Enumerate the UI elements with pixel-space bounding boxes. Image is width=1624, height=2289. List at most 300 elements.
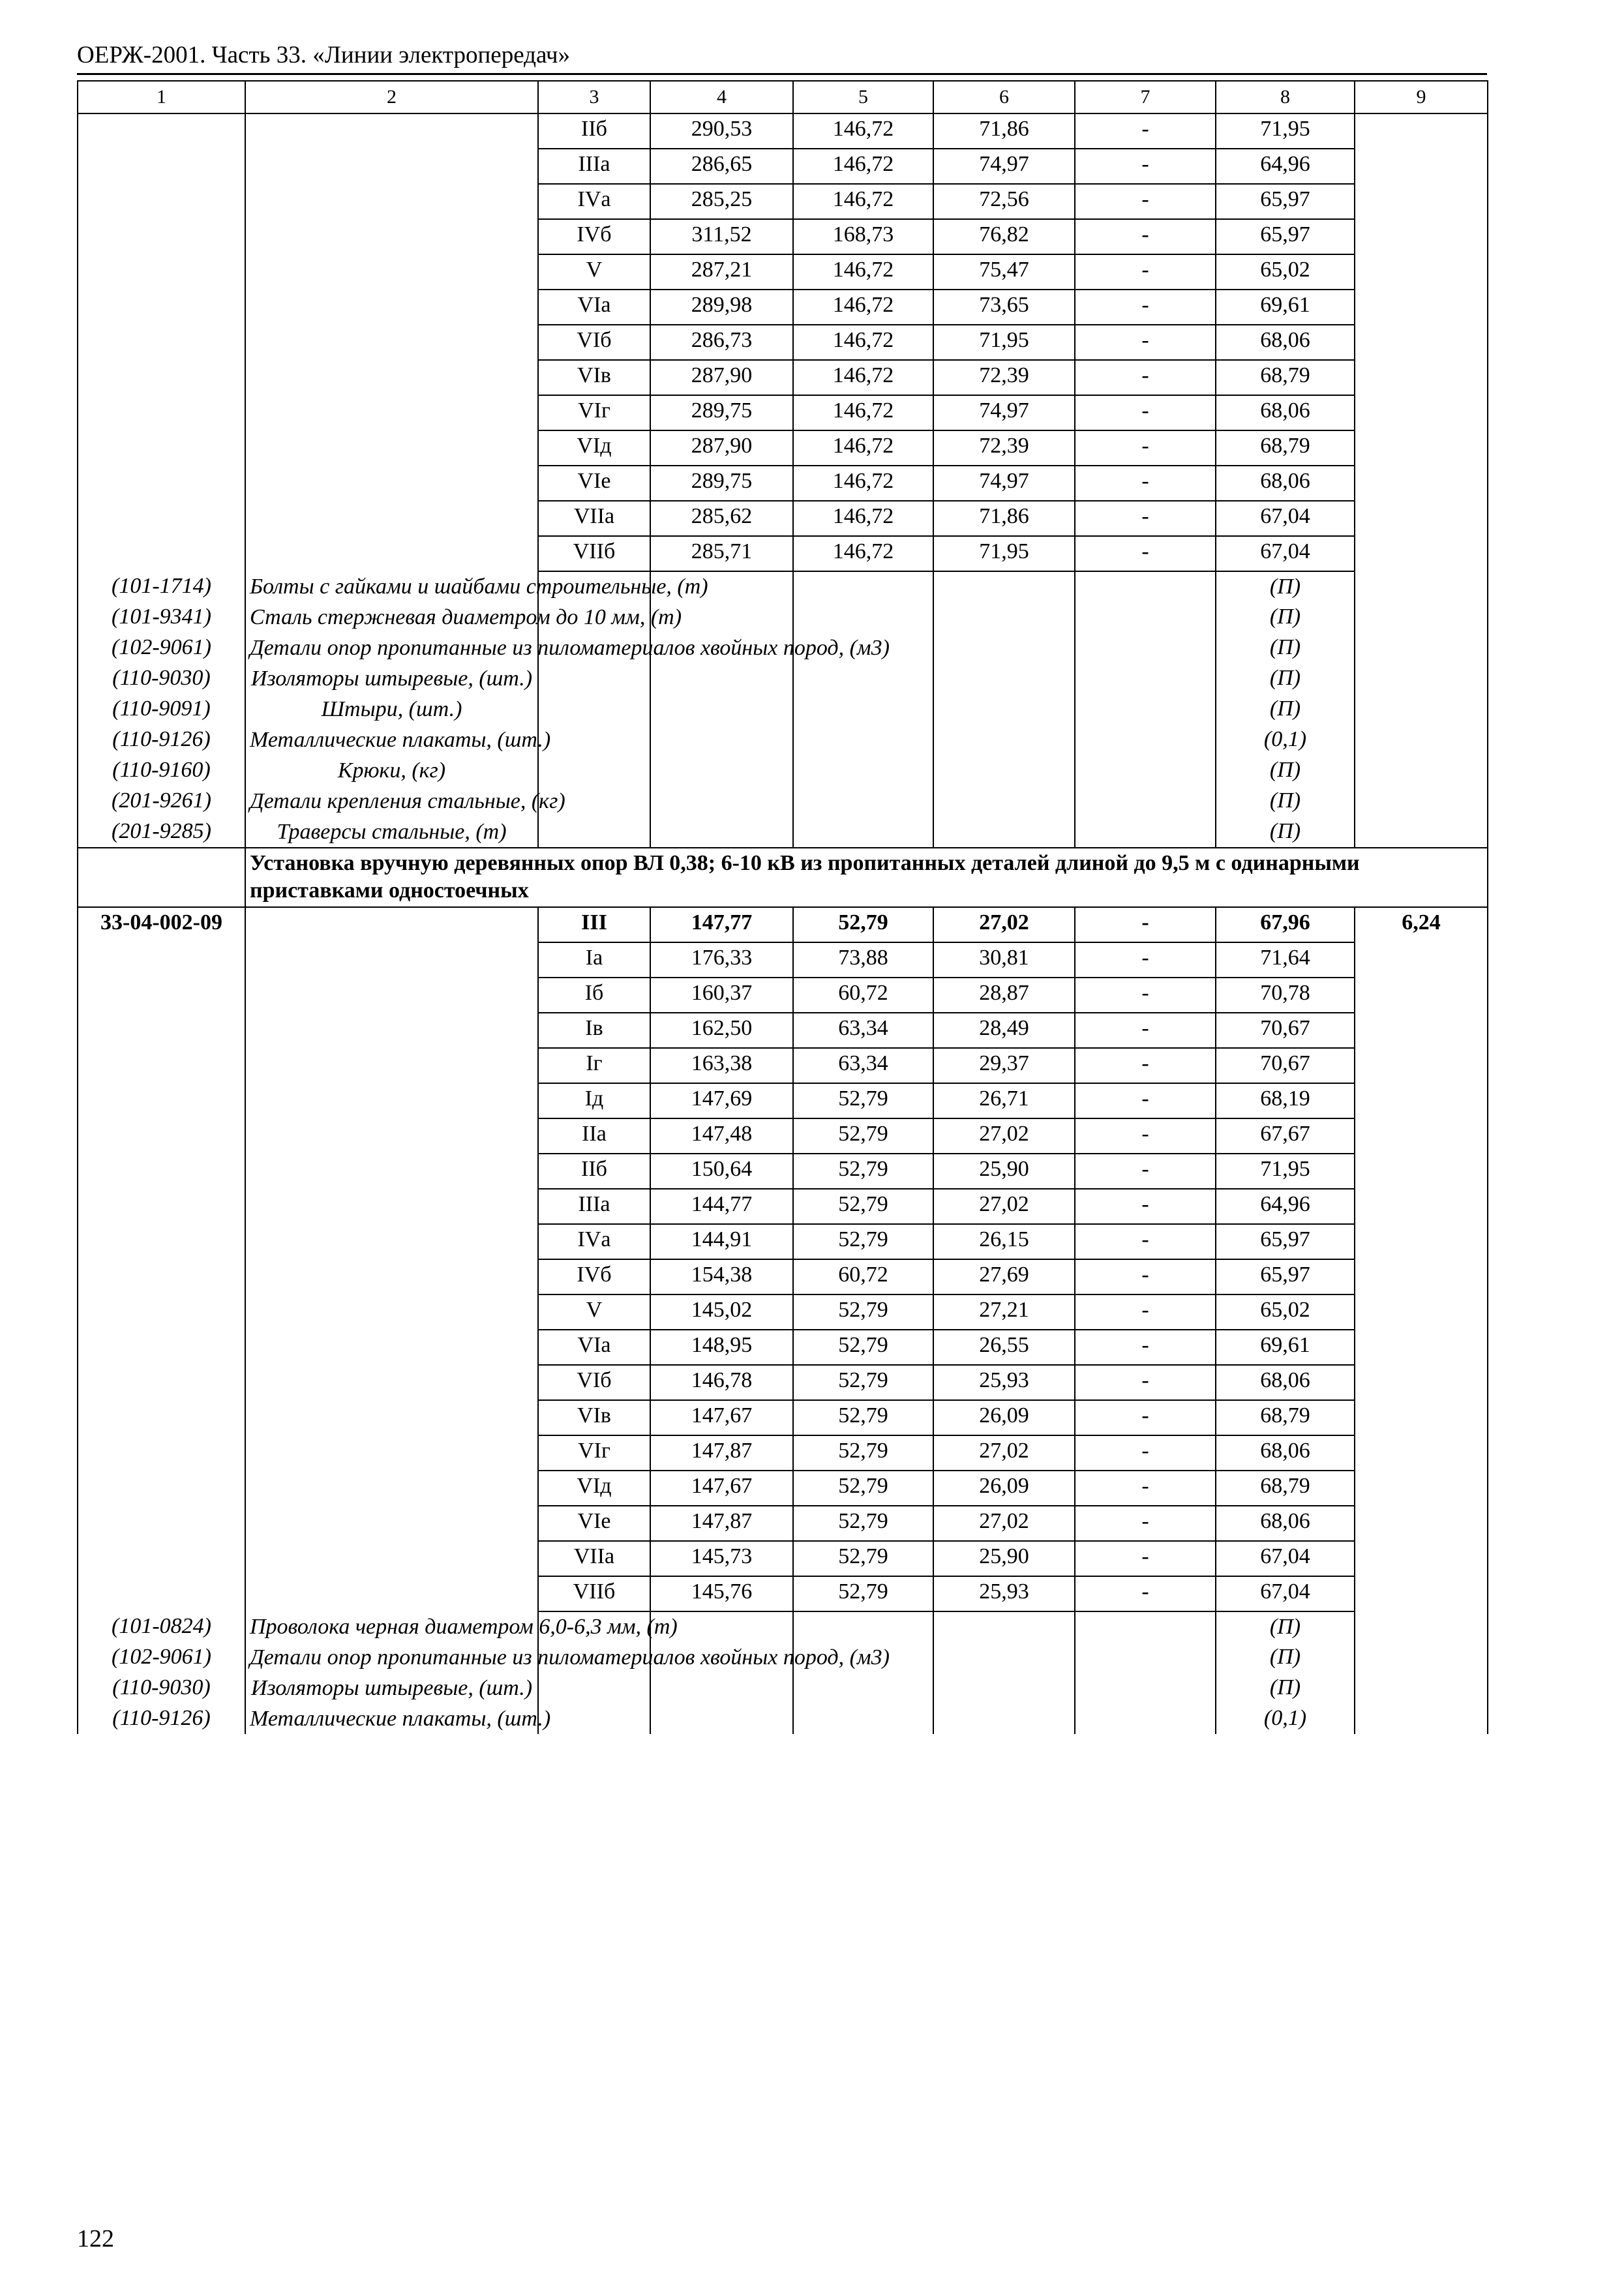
empty-cell bbox=[1355, 113, 1488, 149]
labor-cost: 146,72 bbox=[793, 360, 933, 395]
resource-quantity: (П) bbox=[1216, 786, 1355, 816]
empty-cell bbox=[245, 325, 538, 360]
zone-row bbox=[78, 942, 1488, 978]
zone-label: VIг bbox=[538, 1435, 650, 1471]
empty-cell bbox=[245, 290, 538, 325]
empty-cell bbox=[245, 1330, 538, 1365]
machine-cost: 71,86 bbox=[933, 501, 1075, 536]
zone-label: IVб bbox=[538, 1259, 650, 1294]
empty-cell bbox=[78, 219, 245, 254]
labor-cost: 52,79 bbox=[793, 1189, 933, 1224]
page-number: 122 bbox=[77, 2225, 114, 2252]
materials-cost: - bbox=[1075, 184, 1216, 219]
resource-name: Изоляторы штыревые, (шт.) bbox=[245, 663, 538, 694]
empty-cell bbox=[78, 1471, 245, 1506]
zone-row bbox=[78, 1294, 1488, 1330]
resource-code: (102-9061) bbox=[78, 633, 245, 663]
empty-cell bbox=[1355, 254, 1488, 290]
empty-cell bbox=[1355, 1471, 1488, 1506]
empty-cell bbox=[1355, 1259, 1488, 1294]
total-cost: 160,37 bbox=[650, 978, 793, 1013]
zone-label: VIа bbox=[538, 290, 650, 325]
zone-row bbox=[78, 1365, 1488, 1400]
machine-cost: 30,81 bbox=[933, 942, 1075, 978]
machine-cost: 72,56 bbox=[933, 184, 1075, 219]
zone-label: VIIа bbox=[538, 1541, 650, 1576]
empty-cell bbox=[78, 325, 245, 360]
empty-cell bbox=[78, 1330, 245, 1365]
labor-cost: 146,72 bbox=[793, 254, 933, 290]
empty-cell bbox=[650, 694, 793, 725]
ratio-value: 68,06 bbox=[1216, 325, 1355, 360]
resource-quantity: (П) bbox=[1216, 755, 1355, 786]
zone-row bbox=[78, 1506, 1488, 1541]
machine-cost: 72,39 bbox=[933, 360, 1075, 395]
materials-cost: - bbox=[1075, 113, 1216, 149]
empty-cell bbox=[1355, 290, 1488, 325]
empty-cell bbox=[650, 816, 793, 848]
ratio-value: 67,04 bbox=[1216, 501, 1355, 536]
ratio-value: 64,96 bbox=[1216, 149, 1355, 184]
empty-cell bbox=[78, 1259, 245, 1294]
materials-cost: - bbox=[1075, 978, 1216, 1013]
materials-cost: - bbox=[1075, 1471, 1216, 1506]
empty-cell bbox=[245, 942, 538, 978]
zone-label: IVб bbox=[538, 219, 650, 254]
zone-label: IVа bbox=[538, 184, 650, 219]
resource-row bbox=[78, 663, 1488, 694]
empty-cell bbox=[1355, 1703, 1488, 1734]
machine-cost: 26,15 bbox=[933, 1224, 1075, 1259]
materials-cost: - bbox=[1075, 149, 1216, 184]
empty-cell bbox=[1355, 755, 1488, 786]
ratio-value: 68,06 bbox=[1216, 1506, 1355, 1541]
resource-name: Детали опор пропитанные из пиломатериалов хвойных пород, (м3) bbox=[245, 1642, 538, 1673]
empty-cell bbox=[1355, 571, 1488, 602]
zone-label: Iд bbox=[538, 1083, 650, 1118]
resource-quantity: (П) bbox=[1216, 1611, 1355, 1642]
zone-row bbox=[78, 1013, 1488, 1048]
machine-cost: 71,95 bbox=[933, 536, 1075, 571]
zone-label: VIIа bbox=[538, 501, 650, 536]
ratio-value: 70,78 bbox=[1216, 978, 1355, 1013]
resource-row bbox=[78, 1611, 1488, 1642]
empty-cell bbox=[78, 1224, 245, 1259]
zone-label: IIIа bbox=[538, 1189, 650, 1224]
total-cost: 150,64 bbox=[650, 1154, 793, 1189]
empty-cell bbox=[1355, 1224, 1488, 1259]
labor-cost: 146,72 bbox=[793, 501, 933, 536]
resource-code: (101-0824) bbox=[78, 1611, 245, 1642]
machine-cost: 25,90 bbox=[933, 1154, 1075, 1189]
zone-row bbox=[78, 1471, 1488, 1506]
labor-cost: 146,72 bbox=[793, 149, 933, 184]
empty-cell bbox=[245, 1224, 538, 1259]
resource-quantity: (П) bbox=[1216, 1642, 1355, 1673]
empty-cell bbox=[78, 1435, 245, 1471]
resource-quantity: (0,1) bbox=[1216, 725, 1355, 755]
empty-cell bbox=[650, 1703, 793, 1734]
zone-row bbox=[78, 978, 1488, 1013]
materials-cost: - bbox=[1075, 1506, 1216, 1541]
empty-cell bbox=[245, 219, 538, 254]
materials-cost: - bbox=[1075, 1541, 1216, 1576]
column-number: 6 bbox=[933, 81, 1075, 113]
zone-label: IIа bbox=[538, 1118, 650, 1154]
empty-cell bbox=[793, 602, 933, 633]
empty-cell bbox=[933, 663, 1075, 694]
empty-cell bbox=[1355, 501, 1488, 536]
empty-cell bbox=[1355, 1083, 1488, 1118]
resource-row bbox=[78, 694, 1488, 725]
empty-cell bbox=[1355, 1642, 1488, 1673]
total-cost: 145,76 bbox=[650, 1576, 793, 1611]
empty-cell bbox=[793, 816, 933, 848]
ratio-value: 65,02 bbox=[1216, 254, 1355, 290]
empty-cell bbox=[1075, 816, 1216, 848]
labor-cost: 52,79 bbox=[793, 1541, 933, 1576]
zone-row bbox=[78, 466, 1488, 501]
empty-cell bbox=[78, 848, 245, 907]
labor-cost: 146,72 bbox=[793, 290, 933, 325]
empty-cell bbox=[933, 755, 1075, 786]
empty-cell bbox=[245, 1365, 538, 1400]
machine-cost: 25,93 bbox=[933, 1576, 1075, 1611]
empty-cell bbox=[1075, 725, 1216, 755]
zone-row bbox=[78, 1048, 1488, 1083]
ratio-value: 67,04 bbox=[1216, 1541, 1355, 1576]
materials-cost: - bbox=[1075, 1259, 1216, 1294]
ratio-value: 68,06 bbox=[1216, 1365, 1355, 1400]
resource-code: (110-9030) bbox=[78, 663, 245, 694]
resource-row bbox=[78, 816, 1488, 848]
total-cost: 154,38 bbox=[650, 1259, 793, 1294]
ratio-value: 71,95 bbox=[1216, 113, 1355, 149]
machine-cost: 27,21 bbox=[933, 1294, 1075, 1330]
zone-label: VIг bbox=[538, 395, 650, 430]
empty-cell bbox=[933, 571, 1075, 602]
empty-cell bbox=[78, 1189, 245, 1224]
resource-name: Металлические плакаты, (шт.) bbox=[245, 1703, 538, 1734]
labor-cost: 52,79 bbox=[793, 1576, 933, 1611]
materials-cost: - bbox=[1075, 942, 1216, 978]
ratio-value: 67,04 bbox=[1216, 1576, 1355, 1611]
ratio-value: 70,67 bbox=[1216, 1013, 1355, 1048]
empty-cell bbox=[1355, 1013, 1488, 1048]
materials-cost: - bbox=[1075, 360, 1216, 395]
resource-name: Проволока черная диаметром 6,0-6,3 мм, (т) bbox=[245, 1611, 538, 1642]
materials-cost: - bbox=[1075, 907, 1216, 942]
empty-cell bbox=[793, 571, 933, 602]
empty-cell bbox=[1075, 1611, 1216, 1642]
ratio-value: 68,79 bbox=[1216, 1471, 1355, 1506]
ratio-value: 68,19 bbox=[1216, 1083, 1355, 1118]
empty-cell bbox=[933, 816, 1075, 848]
zone-row bbox=[78, 1189, 1488, 1224]
column-number: 8 bbox=[1216, 81, 1355, 113]
empty-cell bbox=[245, 1083, 538, 1118]
empty-cell bbox=[245, 1541, 538, 1576]
resource-quantity: (П) bbox=[1216, 663, 1355, 694]
total-cost: 285,25 bbox=[650, 184, 793, 219]
resource-code: (201-9261) bbox=[78, 786, 245, 816]
empty-cell bbox=[1355, 1541, 1488, 1576]
empty-cell bbox=[1355, 1330, 1488, 1365]
total-cost: 287,90 bbox=[650, 360, 793, 395]
empty-cell bbox=[78, 1365, 245, 1400]
machine-cost: 29,37 bbox=[933, 1048, 1075, 1083]
materials-cost: - bbox=[1075, 1083, 1216, 1118]
empty-cell bbox=[78, 290, 245, 325]
labor-cost: 146,72 bbox=[793, 536, 933, 571]
resource-row bbox=[78, 755, 1488, 786]
labor-cost: 63,34 bbox=[793, 1048, 933, 1083]
resource-row bbox=[78, 633, 1488, 663]
total-cost: 147,67 bbox=[650, 1471, 793, 1506]
empty-cell bbox=[1355, 1048, 1488, 1083]
empty-cell bbox=[1075, 1703, 1216, 1734]
total-cost: 162,50 bbox=[650, 1013, 793, 1048]
column-number-row bbox=[78, 81, 1488, 113]
empty-cell bbox=[245, 149, 538, 184]
ratio-value: 67,96 bbox=[1216, 907, 1355, 942]
empty-cell bbox=[245, 430, 538, 466]
resource-row bbox=[78, 725, 1488, 755]
resource-code: (110-9160) bbox=[78, 755, 245, 786]
empty-cell bbox=[78, 1154, 245, 1189]
column-number: 2 bbox=[245, 81, 538, 113]
empty-cell bbox=[1075, 755, 1216, 786]
zone-label: Iб bbox=[538, 978, 650, 1013]
materials-cost: - bbox=[1075, 290, 1216, 325]
empty-cell bbox=[78, 430, 245, 466]
zone-row bbox=[78, 360, 1488, 395]
ratio-value: 67,04 bbox=[1216, 536, 1355, 571]
labor-cost: 146,72 bbox=[793, 395, 933, 430]
zone-label: IVа bbox=[538, 1224, 650, 1259]
machine-cost: 74,97 bbox=[933, 466, 1075, 501]
resource-quantity: (П) bbox=[1216, 694, 1355, 725]
empty-cell bbox=[1355, 430, 1488, 466]
labor-cost: 60,72 bbox=[793, 1259, 933, 1294]
zone-label: VIе bbox=[538, 1506, 650, 1541]
empty-cell bbox=[793, 725, 933, 755]
empty-cell bbox=[1355, 1611, 1488, 1642]
machine-cost: 26,55 bbox=[933, 1330, 1075, 1365]
empty-cell bbox=[245, 501, 538, 536]
ratio-value: 68,79 bbox=[1216, 360, 1355, 395]
labor-cost: 146,72 bbox=[793, 184, 933, 219]
total-cost: 285,62 bbox=[650, 501, 793, 536]
resource-code: (110-9126) bbox=[78, 1703, 245, 1734]
machine-cost: 71,86 bbox=[933, 113, 1075, 149]
materials-cost: - bbox=[1075, 1365, 1216, 1400]
total-cost: 147,77 bbox=[650, 907, 793, 942]
machine-cost: 73,65 bbox=[933, 290, 1075, 325]
materials-cost: - bbox=[1075, 1189, 1216, 1224]
empty-cell bbox=[538, 1703, 650, 1734]
labor-cost: 52,79 bbox=[793, 1506, 933, 1541]
total-cost: 147,48 bbox=[650, 1118, 793, 1154]
resource-code: (102-9061) bbox=[78, 1642, 245, 1673]
empty-cell bbox=[245, 536, 538, 571]
empty-cell bbox=[245, 184, 538, 219]
empty-cell bbox=[1075, 663, 1216, 694]
empty-cell bbox=[1075, 694, 1216, 725]
machine-cost: 75,47 bbox=[933, 254, 1075, 290]
empty-cell bbox=[650, 725, 793, 755]
ratio-value: 71,95 bbox=[1216, 1154, 1355, 1189]
zone-label: IIб bbox=[538, 1154, 650, 1189]
empty-cell bbox=[1075, 633, 1216, 663]
ratio-value: 65,97 bbox=[1216, 1224, 1355, 1259]
empty-cell bbox=[793, 755, 933, 786]
total-cost: 145,02 bbox=[650, 1294, 793, 1330]
empty-cell bbox=[78, 360, 245, 395]
empty-cell bbox=[78, 536, 245, 571]
empty-cell bbox=[650, 1673, 793, 1703]
empty-cell bbox=[78, 1576, 245, 1611]
zone-row bbox=[78, 184, 1488, 219]
resource-row bbox=[78, 1642, 1488, 1673]
machine-cost: 28,87 bbox=[933, 978, 1075, 1013]
resource-row bbox=[78, 571, 1488, 602]
empty-cell bbox=[1355, 1294, 1488, 1330]
empty-cell bbox=[933, 725, 1075, 755]
zone-row bbox=[78, 501, 1488, 536]
total-cost: 144,77 bbox=[650, 1189, 793, 1224]
empty-cell bbox=[538, 816, 650, 848]
empty-cell bbox=[933, 786, 1075, 816]
labor-cost: 52,79 bbox=[793, 1083, 933, 1118]
resource-quantity: (П) bbox=[1216, 571, 1355, 602]
total-cost: 290,53 bbox=[650, 113, 793, 149]
empty-cell bbox=[1355, 395, 1488, 430]
resource-code: (110-9126) bbox=[78, 725, 245, 755]
rate-code: 33-04-002-09 bbox=[78, 907, 245, 942]
machine-cost: 27,02 bbox=[933, 907, 1075, 942]
empty-cell bbox=[78, 1400, 245, 1435]
empty-cell bbox=[78, 1294, 245, 1330]
materials-cost: - bbox=[1075, 1154, 1216, 1189]
ratio-value: 65,97 bbox=[1216, 219, 1355, 254]
zone-row bbox=[78, 149, 1488, 184]
machine-cost: 26,71 bbox=[933, 1083, 1075, 1118]
zone-label: IIб bbox=[538, 113, 650, 149]
materials-cost: - bbox=[1075, 1400, 1216, 1435]
total-cost: 147,69 bbox=[650, 1083, 793, 1118]
empty-cell bbox=[793, 1703, 933, 1734]
empty-cell bbox=[1355, 1118, 1488, 1154]
total-cost: 287,21 bbox=[650, 254, 793, 290]
empty-cell bbox=[245, 1294, 538, 1330]
machine-cost: 25,90 bbox=[933, 1541, 1075, 1576]
machine-cost: 27,69 bbox=[933, 1259, 1075, 1294]
materials-cost: - bbox=[1075, 536, 1216, 571]
ratio-value: 69,61 bbox=[1216, 290, 1355, 325]
zone-row bbox=[78, 1400, 1488, 1435]
resource-row bbox=[78, 1703, 1488, 1734]
resource-name: Металлические плакаты, (шт.) bbox=[245, 725, 538, 755]
resource-code: (110-9030) bbox=[78, 1673, 245, 1703]
machine-cost: 27,02 bbox=[933, 1506, 1075, 1541]
zone-row bbox=[78, 1224, 1488, 1259]
materials-cost: - bbox=[1075, 395, 1216, 430]
labor-cost: 146,72 bbox=[793, 430, 933, 466]
empty-cell bbox=[1355, 149, 1488, 184]
empty-cell bbox=[1075, 602, 1216, 633]
zone-row bbox=[78, 113, 1488, 149]
zone-label: V bbox=[538, 1294, 650, 1330]
empty-cell bbox=[245, 1189, 538, 1224]
zone-label: VIб bbox=[538, 325, 650, 360]
zone-label: VIв bbox=[538, 1400, 650, 1435]
zone-label: Iв bbox=[538, 1013, 650, 1048]
empty-cell bbox=[245, 1506, 538, 1541]
labor-cost: 168,73 bbox=[793, 219, 933, 254]
empty-cell bbox=[538, 1673, 650, 1703]
materials-cost: - bbox=[1075, 1435, 1216, 1471]
rates-table-body bbox=[78, 81, 1488, 1734]
resource-row bbox=[78, 602, 1488, 633]
zone-label: III bbox=[538, 907, 650, 942]
empty-cell bbox=[933, 694, 1075, 725]
column-number: 5 bbox=[793, 81, 933, 113]
empty-cell bbox=[245, 1259, 538, 1294]
empty-cell bbox=[1355, 786, 1488, 816]
zone-row bbox=[78, 1541, 1488, 1576]
ratio-value: 71,64 bbox=[1216, 942, 1355, 978]
resource-code: (101-9341) bbox=[78, 602, 245, 633]
total-cost: 287,90 bbox=[650, 430, 793, 466]
zone-row bbox=[78, 430, 1488, 466]
empty-cell bbox=[78, 184, 245, 219]
materials-cost: - bbox=[1075, 430, 1216, 466]
empty-cell bbox=[1355, 325, 1488, 360]
machine-cost: 74,97 bbox=[933, 149, 1075, 184]
zone-label: Iа bbox=[538, 942, 650, 978]
empty-cell bbox=[933, 1673, 1075, 1703]
ratio-value: 68,06 bbox=[1216, 1435, 1355, 1471]
materials-cost: - bbox=[1075, 1294, 1216, 1330]
empty-cell bbox=[78, 1083, 245, 1118]
resource-name: Штыри, (шт.) bbox=[245, 694, 538, 725]
empty-cell bbox=[245, 1576, 538, 1611]
empty-cell bbox=[793, 786, 933, 816]
resource-name: Болты с гайками и шайбами строительные, (т) bbox=[245, 571, 538, 602]
ratio-value: 69,61 bbox=[1216, 1330, 1355, 1365]
empty-cell bbox=[245, 1400, 538, 1435]
total-cost: 146,78 bbox=[650, 1365, 793, 1400]
labor-cost: 52,79 bbox=[793, 1471, 933, 1506]
empty-cell bbox=[538, 725, 650, 755]
total-cost: 148,95 bbox=[650, 1330, 793, 1365]
labor-cost: 52,79 bbox=[793, 1294, 933, 1330]
zone-row bbox=[78, 1118, 1488, 1154]
resource-name: Крюки, (кг) bbox=[245, 755, 538, 786]
zone-row bbox=[78, 1154, 1488, 1189]
total-cost: 147,87 bbox=[650, 1435, 793, 1471]
labor-cost: 60,72 bbox=[793, 978, 933, 1013]
ratio-value: 64,96 bbox=[1216, 1189, 1355, 1224]
empty-cell bbox=[78, 395, 245, 430]
labor-cost: 52,79 bbox=[793, 1224, 933, 1259]
empty-cell bbox=[1355, 978, 1488, 1013]
zone-row bbox=[78, 290, 1488, 325]
column-number: 9 bbox=[1355, 81, 1488, 113]
empty-cell bbox=[78, 1013, 245, 1048]
ratio-value: 67,67 bbox=[1216, 1118, 1355, 1154]
